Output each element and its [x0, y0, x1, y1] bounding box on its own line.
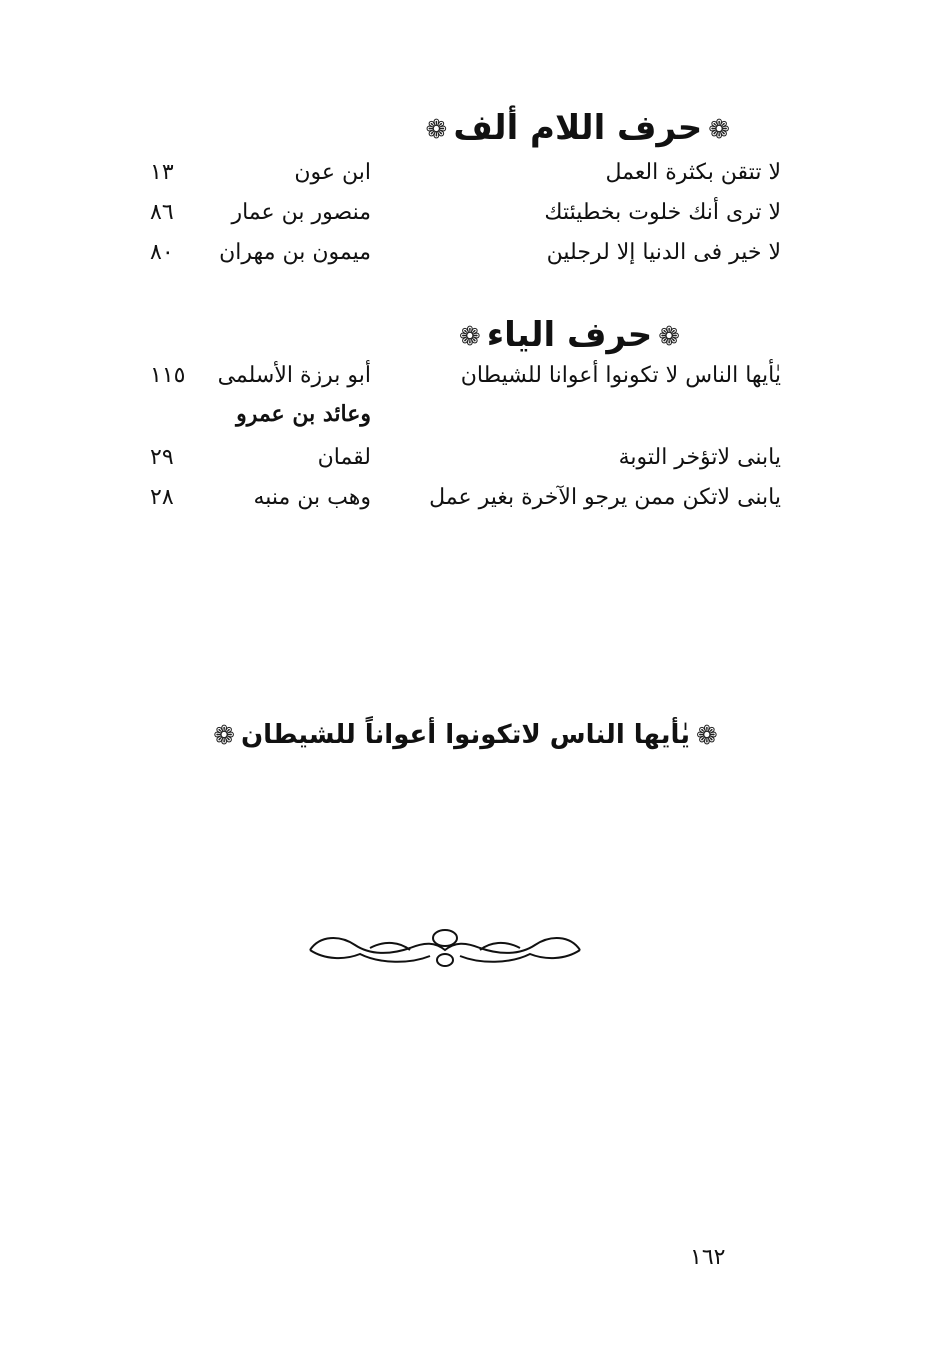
ornament-icon: ❁	[696, 720, 718, 751]
ornament-icon: ❁	[708, 114, 730, 145]
entry-narrator: منصور بن عمار	[231, 200, 371, 225]
index-row	[0, 445, 931, 485]
entry-narrator: وهب بن منبه	[253, 485, 371, 510]
index-row	[0, 160, 931, 200]
entry-page-number: ١١٥	[150, 363, 186, 388]
section-heading-lam-alif	[420, 108, 736, 148]
entry-narrator: ابن عون	[294, 160, 371, 185]
entry-text: يابنى لاتؤخر التوبة	[618, 445, 781, 470]
entry-page-number: ٨٠	[150, 240, 174, 265]
section-heading-ya	[453, 315, 686, 355]
entry-text: لا ترى أنك خلوت بخطيئتك	[544, 200, 781, 225]
quote-heading	[0, 720, 931, 751]
quote-text: يٰأيها الناس لاتكونوا أعواناً للشيطان	[240, 720, 690, 750]
index-row	[0, 240, 931, 280]
index-row	[0, 363, 931, 443]
index-row	[0, 200, 931, 240]
index-row	[0, 485, 931, 525]
entry-text: يابنى لاتكن ممن يرجو الآخرة بغير عمل	[429, 485, 781, 510]
decorative-flourish-divider	[300, 920, 590, 980]
entry-text: لا خير فى الدنيا إلا لرجلين	[546, 240, 781, 265]
entry-page-number: ٨٦	[150, 200, 174, 225]
ornament-icon: ❁	[658, 321, 680, 352]
page-number: ١٦٢	[690, 1245, 726, 1270]
ornament-icon: ❁	[213, 720, 235, 751]
entry-narrator-second: وعائد بن عمرو	[236, 401, 371, 427]
entry-narrator: ميمون بن مهران	[219, 240, 371, 265]
ornament-icon: ❁	[458, 321, 481, 352]
entry-text: يٰأيها الناس لا تكونوا أعوانا للشيطان	[460, 363, 781, 388]
entry-narrator: أبو برزة الأسلمى	[217, 363, 371, 388]
entry-page-number: ٢٨	[150, 485, 174, 510]
entry-page-number: ١٣	[150, 160, 174, 185]
entry-page-number: ٢٩	[150, 445, 174, 470]
entry-narrator: لقمان	[317, 445, 371, 470]
section-title: حرف اللام ألف	[453, 108, 703, 148]
ornament-icon: ❁	[425, 114, 448, 145]
section-title: حرف الياء	[486, 315, 653, 355]
entry-text: لا تتقن بكثرة العمل	[605, 160, 781, 185]
